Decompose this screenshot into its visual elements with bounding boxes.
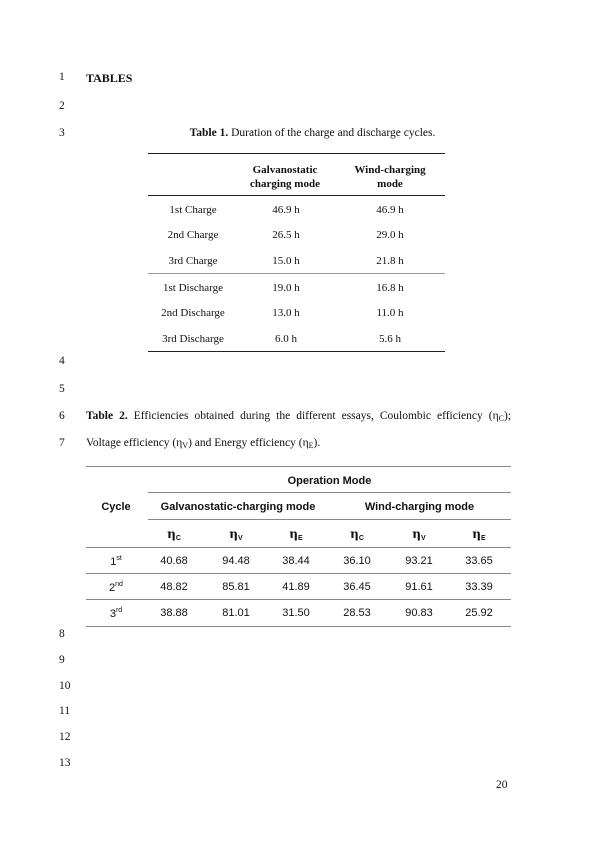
line-number: 1 <box>59 71 65 83</box>
cell-galvanostatic: 26.5 h <box>272 229 300 241</box>
header-operation-mode: Operation Mode <box>287 475 372 487</box>
value-cell: 94.48 <box>222 555 250 567</box>
header-eta-v <box>393 527 445 542</box>
subscript: E <box>481 535 486 542</box>
header-galvanostatic: Galvanostatic-charging mode <box>160 501 316 513</box>
page-number: 20 <box>496 779 508 791</box>
subscript: V <box>421 535 426 542</box>
eta-symbol: η <box>176 437 183 449</box>
line-number: 8 <box>59 628 65 640</box>
caption-text: ). <box>313 437 321 449</box>
cycle-cell <box>86 581 146 594</box>
header-eta-c <box>148 527 200 542</box>
cell-wind: 5.6 h <box>379 333 401 345</box>
row-label: 3rd Charge <box>168 255 218 267</box>
cycle-number: 2 <box>109 582 116 594</box>
cycle-number: 1 <box>110 556 117 568</box>
value-cell: 85.81 <box>222 581 250 593</box>
eta-symbol: η <box>350 527 359 541</box>
header-cycle: Cycle <box>101 501 131 513</box>
line-number: 10 <box>59 680 71 692</box>
header-eta-e <box>453 527 505 542</box>
value-cell: 91.61 <box>405 581 433 593</box>
table1-header-wind <box>340 163 440 191</box>
caption-text: ) and Energy efficiency ( <box>188 437 303 449</box>
subscript: V <box>238 535 243 542</box>
row-label: 3rd Discharge <box>162 333 224 345</box>
eta-symbol: η <box>289 527 299 541</box>
header-line: Wind-charging <box>354 164 426 176</box>
cell-wind: 46.9 h <box>376 204 404 216</box>
table1-header-rule <box>148 195 445 196</box>
table1-caption-label: Table 1. <box>189 127 229 139</box>
value-cell: 33.39 <box>465 581 493 593</box>
table2-mode-rule <box>148 519 511 520</box>
header-eta-e <box>270 527 322 542</box>
eta-symbol: η <box>492 410 499 422</box>
value-cell: 36.10 <box>343 555 371 567</box>
table2-bottom-rule <box>86 626 511 627</box>
cycle-cell <box>86 607 146 620</box>
line-number: 3 <box>59 127 65 139</box>
value-cell: 28.53 <box>343 607 371 619</box>
table1-caption <box>0 127 595 139</box>
line-number: 11 <box>59 705 71 717</box>
table2-operation-rule <box>148 492 511 493</box>
line-number: 12 <box>59 731 71 743</box>
row-label: 1st Discharge <box>163 282 223 294</box>
subscript: E <box>298 535 303 542</box>
value-cell: 25.92 <box>465 607 493 619</box>
line-number: 2 <box>59 100 65 112</box>
cycle-number: 3 <box>109 608 116 620</box>
value-cell: 48.82 <box>160 581 188 593</box>
header-line: Galvanostatic <box>252 164 318 176</box>
eta-symbol: η <box>229 527 239 541</box>
eta-symbol: η <box>167 527 176 541</box>
header-wind: Wind-charging mode <box>364 501 475 513</box>
eta-symbol: η <box>412 527 422 541</box>
table2-row-rule <box>86 573 511 574</box>
value-cell: 93.21 <box>405 555 433 567</box>
line-number: 6 <box>59 410 65 422</box>
subscript: C <box>498 414 504 423</box>
eta-symbol: η <box>302 437 309 449</box>
section-heading: TABLES <box>86 71 133 85</box>
table2-row-rule <box>86 599 511 600</box>
table2-caption-line2 <box>86 437 320 450</box>
value-cell: 38.88 <box>160 607 188 619</box>
table1-bottom-rule <box>148 351 445 352</box>
line-number: 13 <box>59 757 71 769</box>
table1-caption-text: Duration of the charge and discharge cycles. <box>228 127 436 139</box>
cell-wind: 11.0 h <box>376 307 404 319</box>
subscript: C <box>358 535 364 542</box>
table2-caption-label: Table 2. <box>86 410 128 422</box>
value-cell: 38.44 <box>282 555 310 567</box>
caption-text: Voltage efficiency ( <box>86 437 177 449</box>
cell-galvanostatic: 13.0 h <box>272 307 300 319</box>
row-label: 2nd Discharge <box>161 307 225 319</box>
subscript: V <box>182 441 189 450</box>
caption-text: ); <box>503 410 512 422</box>
cell-galvanostatic: 15.0 h <box>272 255 300 267</box>
line-number: 4 <box>59 355 65 367</box>
table2-top-rule <box>86 466 511 467</box>
cycle-cell <box>86 555 146 568</box>
subscript: C <box>175 535 181 542</box>
caption-text: Efficiencies obtained during the different essays, Coulombic efficiency ( <box>127 410 493 422</box>
header-eta-v <box>210 527 262 542</box>
cell-wind: 16.8 h <box>376 282 404 294</box>
line-number: 5 <box>59 383 65 395</box>
table1-header-galvanostatic <box>235 163 335 191</box>
value-cell: 36.45 <box>343 581 371 593</box>
cell-galvanostatic: 19.0 h <box>272 282 300 294</box>
ordinal-suffix: nd <box>115 581 123 588</box>
subscript: E <box>308 441 314 450</box>
value-cell: 33.65 <box>465 555 493 567</box>
ordinal-suffix: st <box>116 555 122 562</box>
header-eta-c <box>331 527 383 542</box>
value-cell: 41.89 <box>282 581 310 593</box>
table1-mid-rule <box>148 273 445 274</box>
row-label: 1st Charge <box>169 204 217 216</box>
cell-galvanostatic: 6.0 h <box>275 333 297 345</box>
value-cell: 40.68 <box>160 555 188 567</box>
value-cell: 81.01 <box>222 607 250 619</box>
table1-top-rule <box>148 153 445 154</box>
cell-wind: 29.0 h <box>376 229 404 241</box>
line-number: 9 <box>59 654 65 666</box>
eta-symbol: η <box>472 527 482 541</box>
header-line: mode <box>377 178 403 190</box>
row-label: 2nd Charge <box>167 229 219 241</box>
ordinal-suffix: rd <box>115 607 123 614</box>
table2-caption-line1 <box>86 410 511 423</box>
cell-galvanostatic: 46.9 h <box>272 204 300 216</box>
value-cell: 90.83 <box>405 607 433 619</box>
line-number: 7 <box>59 437 65 449</box>
table2-header-rule <box>86 547 511 548</box>
value-cell: 31.50 <box>282 607 310 619</box>
cell-wind: 21.8 h <box>376 255 404 267</box>
header-line: charging mode <box>250 178 320 190</box>
